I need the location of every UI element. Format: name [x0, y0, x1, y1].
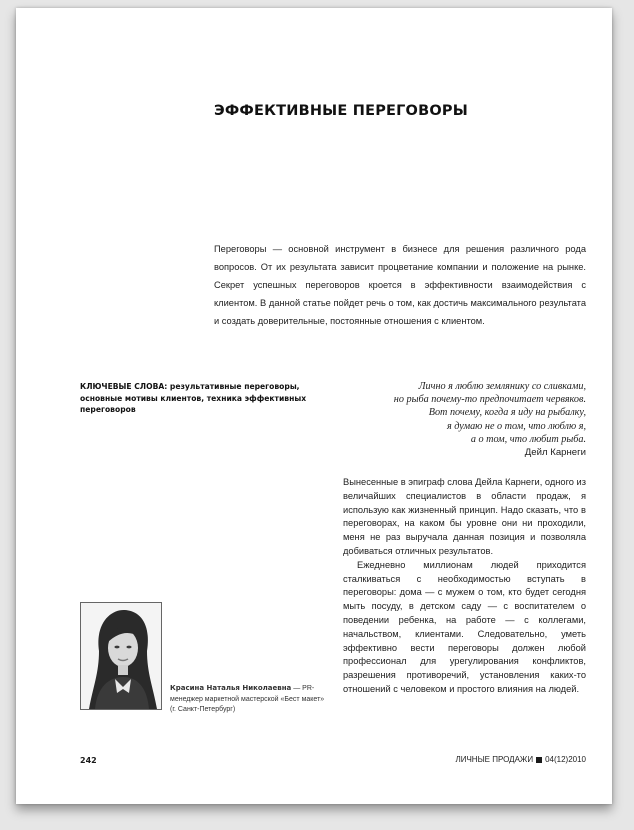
epigraph-line: Вот почему, когда я иду на рыбалку, — [428, 407, 586, 419]
epigraph-line: Лично я люблю землянику со сливками, — [418, 381, 586, 392]
article-title: ЭФФЕКТИВНЫЕ ПЕРЕГОВОРЫ — [214, 103, 468, 119]
author-photo — [80, 602, 162, 710]
epigraph-line: я думаю не о том, что люблю я, — [447, 420, 586, 432]
epigraph-line: но рыба почему-то предпочитает червяков. — [393, 394, 586, 406]
article-lead: Переговоры — основной инструмент в бизнесе для решения различного рода вопросов. От их результата зависит процветание компании и положение на рынке. Секрет успешных переговоров кроется в эффективности взаимодействия с клиентом. В данной статье пойдет речь о том, как достичь максимального результата и создать доверительные, постоянные отношения с клиентом. — [214, 244, 586, 326]
epigraph — [326, 380, 586, 459]
issue-number: 04(12)2010 — [545, 755, 586, 764]
author-info — [170, 683, 330, 716]
author-description: — PR-менеджер маркетной мастерской «Бест макет» (г. Санкт-Петербург) — [170, 685, 325, 713]
epigraph-author: Дейл Карнеги — [524, 447, 586, 459]
footer-magazine — [455, 755, 586, 764]
epigraph-line: а о том, что любит рыба. — [470, 433, 586, 445]
square-icon — [536, 757, 542, 763]
author-portrait-image — [81, 603, 161, 709]
body-paragraph: Вынесенные в эпиграф слова Дейла Карнеги, одного из величайших специалистов в области продаж, я использую как жизненный принцип. Надо сказать, что в переговорах, на каком бы уровне они ни проходили, меня не раз выручала данная позиция и позволяла добиваться отличных результатов. — [343, 477, 586, 556]
keywords: КЛЮЧЕВЫЕ СЛОВА: результативные переговоры, основные мотивы клиентов, техника эффективных переговоров — [80, 382, 307, 414]
article-body — [343, 476, 586, 697]
page-number: 242 — [80, 756, 97, 765]
author-name: Красина Наталья Николаевна — [170, 684, 292, 692]
magazine-name: ЛИЧНЫЕ ПРОДАЖИ — [455, 755, 534, 764]
magazine-page — [16, 8, 612, 804]
body-paragraph: Ежедневно миллионам людей приходится сталкиваться с необходимостью вступать в переговоры: дома — с мужем о том, кто будет сегодня мыть посуду, в детском саду — с воспитателем о поведении ребенка, на работе — с коллегами, начальством, клиентами. Следовательно, уметь эффективно вести переговоры должен любой профессионал для урегулирования конфликтов, разрешения противоречий, установления каких-то отношений с человеком и простого влияния на людей. — [343, 559, 586, 694]
